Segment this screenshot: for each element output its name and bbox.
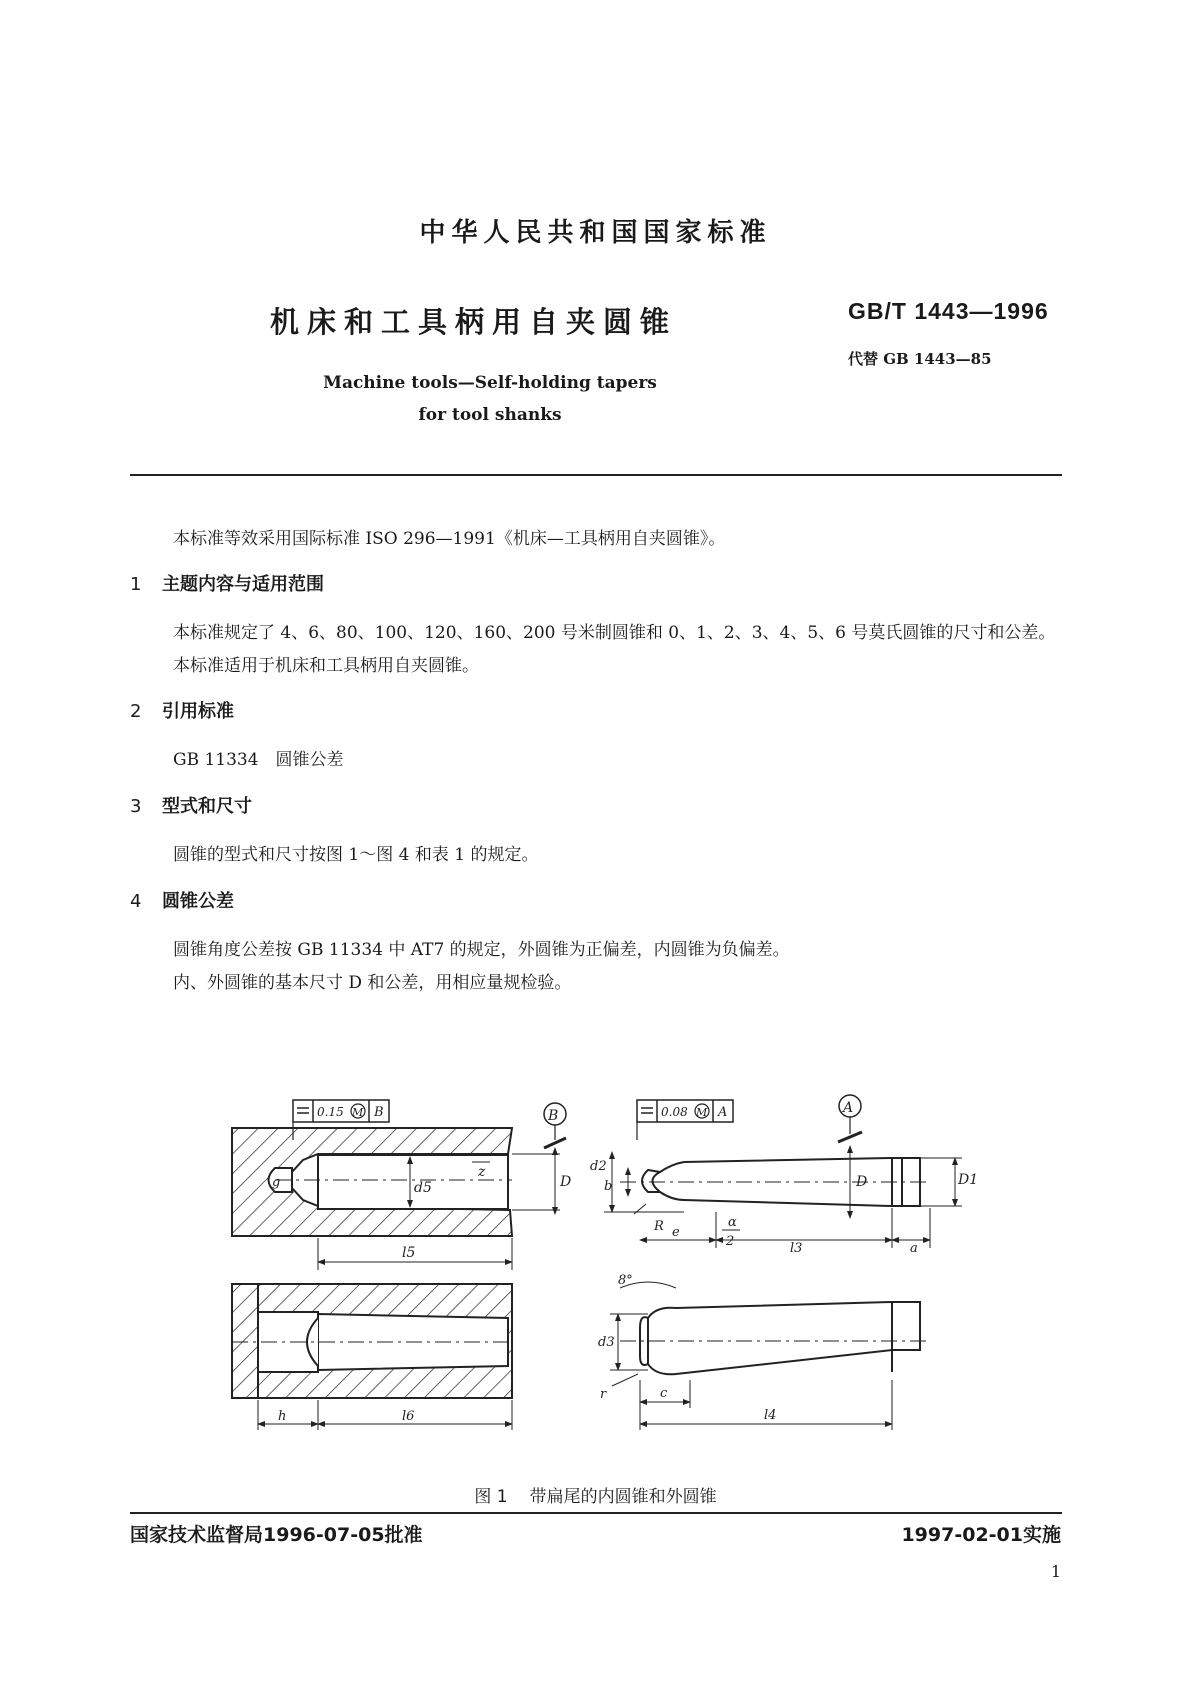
standard-title-en-line2: for tool shanks [418, 405, 562, 425]
external-taper-plan [620, 1282, 930, 1374]
section-title: 主题内容与适用范围 [162, 574, 324, 595]
effective-date: 1997-02-01实施 [901, 1524, 1061, 1546]
figure-caption-text: 带扁尾的内圆锥和外圆锥 [529, 1487, 717, 1507]
section-4-heading [130, 887, 234, 913]
page-number: 1 [1050, 1562, 1061, 1581]
label-c: c [660, 1386, 668, 1401]
label-d3: d3 [598, 1335, 615, 1350]
external-taper-elevation [620, 1158, 930, 1206]
label-a: a [910, 1241, 918, 1256]
internal-taper-plan [232, 1284, 512, 1398]
country-standard-title: 中华人民共和国国家标准 [419, 218, 772, 248]
section-number: 2 [130, 701, 142, 722]
section-number: 4 [130, 891, 142, 912]
label-h: h [278, 1409, 287, 1424]
section-1-heading [130, 570, 324, 596]
section-title: 圆锥公差 [162, 891, 234, 912]
label-alpha: α [728, 1215, 737, 1230]
datum-b-label: B [548, 1108, 559, 1124]
tolerance-value-left: 0.15 [317, 1105, 344, 1119]
figure-1-drawing [0, 1070, 1191, 1470]
modifier-m-left: M [352, 1106, 364, 1119]
modifier-m-right: M [696, 1106, 708, 1119]
section-number: 1 [130, 574, 142, 595]
label-d5: d5 [414, 1180, 432, 1196]
label-D-left: D [560, 1174, 572, 1190]
label-r: r [600, 1387, 607, 1402]
section-2-heading [130, 697, 234, 723]
datum-ref-left: B [374, 1105, 384, 1120]
footer-divider [130, 1512, 1062, 1514]
section-4-paragraph-2: 内、外圆锥的基本尺寸 D 和公差，用相应量规检验。 [173, 973, 572, 993]
standard-number: GB/T 1443—1996 [848, 298, 1049, 324]
label-D1: D1 [958, 1172, 979, 1188]
external-plan-dimensions [610, 1314, 892, 1430]
standard-title-en-line1: Machine tools—Self-holding tapers [323, 373, 657, 393]
tolerance-frame-right [637, 1100, 733, 1140]
label-l5: l5 [402, 1245, 416, 1261]
approval-line: 国家技术监督局1996-07-05批准 [130, 1524, 423, 1546]
datum-a-label: A [843, 1100, 854, 1116]
label-b: b [604, 1179, 613, 1194]
label-R: R [654, 1219, 664, 1234]
section-1-paragraph-2: 本标准适用于机床和工具柄用自夹圆锥。 [173, 656, 479, 676]
standard-title-cn: 机床和工具柄用自夹圆锥 [270, 305, 678, 339]
section-3-heading [130, 792, 252, 818]
label-z: z [478, 1164, 486, 1180]
datum-ref-right: A [718, 1105, 728, 1120]
label-two: 2 [726, 1234, 735, 1249]
header-divider [130, 474, 1062, 476]
datum-a-marker [838, 1095, 862, 1142]
tolerance-value-right: 0.08 [661, 1105, 688, 1119]
section-number: 3 [130, 796, 142, 817]
internal-plan-dimensions [258, 1400, 512, 1430]
figure-number: 图 1 [474, 1487, 508, 1507]
section-2-paragraph-1: GB 11334 圆锥公差 [173, 750, 344, 770]
section-4-paragraph-1: 圆锥角度公差按 GB 11334 中 AT7 的规定，外圆锥为正偏差，内圆锥为负偏差。 [173, 940, 790, 960]
label-D-right: D [856, 1174, 868, 1190]
label-l4: l4 [764, 1408, 777, 1423]
replaces-note: 代替 GB 1443—85 [848, 350, 992, 368]
label-g: g [272, 1175, 281, 1190]
figure-caption [0, 1482, 1191, 1507]
datum-b-marker [544, 1103, 566, 1148]
label-l3: l3 [790, 1241, 803, 1256]
section-3-paragraph-1: 圆锥的型式和尺寸按图 1～图 4 和表 1 的规定。 [173, 845, 539, 865]
section-title: 引用标准 [162, 701, 234, 722]
label-l6: l6 [402, 1409, 415, 1424]
label-e: e [672, 1225, 680, 1240]
label-angle-8: 8° [618, 1273, 633, 1288]
label-d2: d2 [590, 1159, 607, 1174]
intro-paragraph: 本标准等效采用国际标准 ISO 296—1991《机床—工具柄用自夹圆锥》。 [173, 529, 726, 549]
section-1-paragraph-1: 本标准规定了 4、6、80、100、120、160、200 号米制圆锥和 0、1、2、3、4、5、6 号莫氏圆锥的尺寸和公差。 [173, 623, 1056, 643]
section-title: 型式和尺寸 [162, 796, 252, 817]
